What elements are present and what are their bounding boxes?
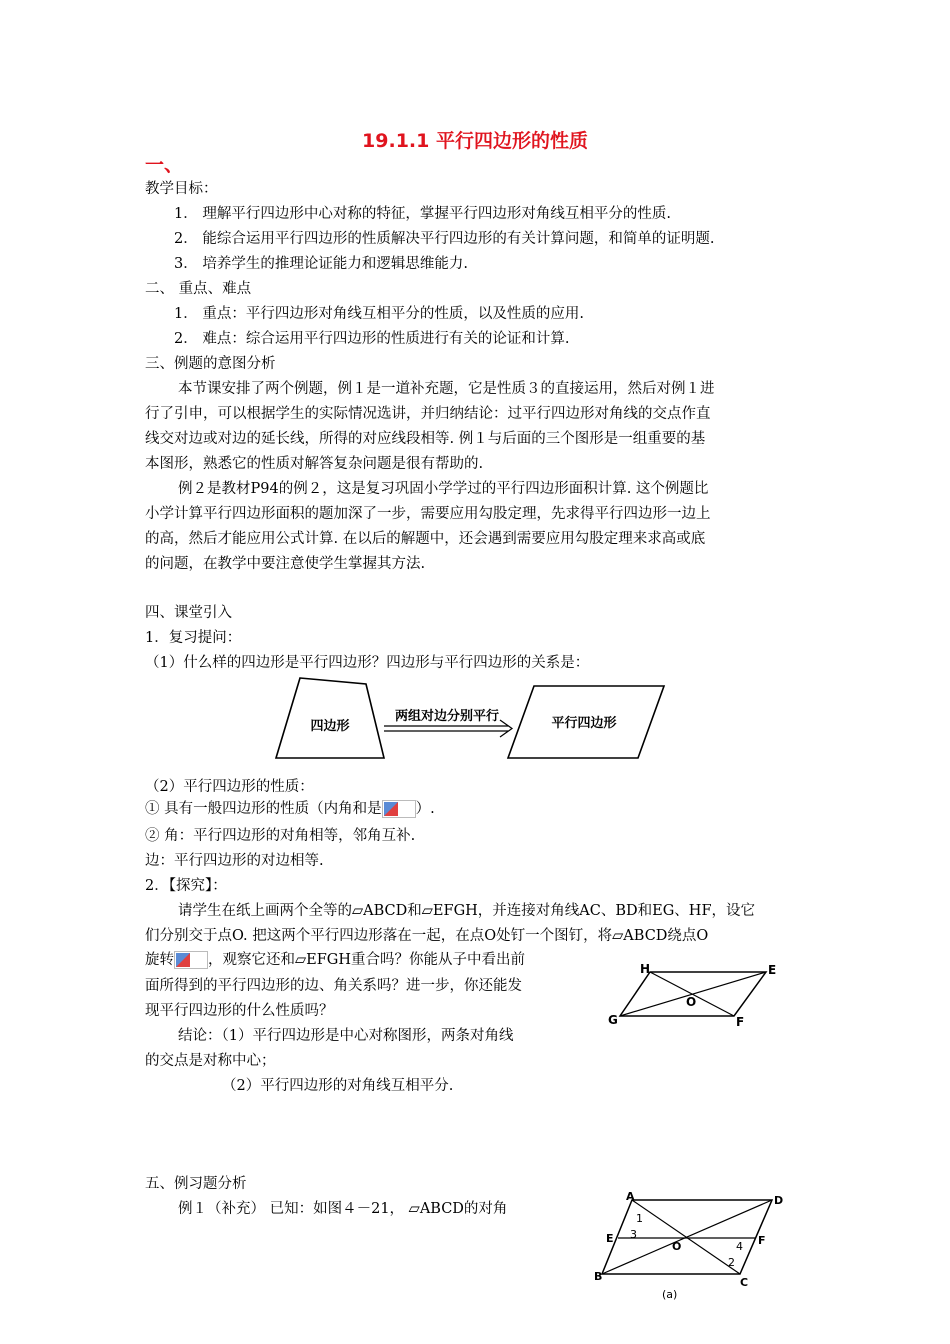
analysis-line: 的高，然后才能应用公式计算. 在以后的解题中，还会遇到需要应用勾股定理来求高或底 <box>145 531 706 547</box>
analysis-line: 小学计算平行四边形面积的题加深了一步，需要应用勾股定理，先求得平行四边形一边上 <box>145 506 711 522</box>
explore-text: ，观察它还和▱EFGH重合吗？你能从子中看出前 <box>208 952 526 968</box>
figure-caption: (a) <box>662 1288 678 1301</box>
keypoint-item: 1． 重点：平行四边形对角线互相平分的性质，以及性质的应用. <box>174 306 584 322</box>
section-heading-1: 一、 <box>145 154 184 176</box>
angle-1: 1 <box>636 1212 643 1225</box>
label-h: H <box>640 962 651 976</box>
analysis-line: 的问题，在教学中要注意使学生掌握其方法. <box>145 556 426 572</box>
keypoint-item: 2． 难点：综合运用平行四边形的性质进行有关的论证和计算. <box>174 331 570 347</box>
label-o: O <box>672 1240 682 1253</box>
angle-2: 2 <box>728 1256 735 1269</box>
label-c: C <box>740 1276 749 1289</box>
explore-line <box>145 950 525 970</box>
abcd-figure <box>590 1188 790 1304</box>
explore-text: 旋转 <box>145 952 174 968</box>
arrow-head-icon <box>500 720 512 737</box>
analysis-heading: 三、例题的意图分析 <box>145 356 276 372</box>
objectives-heading: 教学目标： <box>145 181 218 197</box>
label-o: O <box>686 995 697 1009</box>
review-question-1: （1）什么样的四边形是平行四边形？四边形与平行四边形的关系是： <box>145 655 590 671</box>
explore-line: 们分别交于点O. 把这两个平行四边形落在一起，在点O处钉一个图钉，将▱ABCD绕点O <box>145 928 709 944</box>
conclusion-line: 的交点是对称中心； <box>145 1053 276 1069</box>
examples-heading: 五、例习题分析 <box>145 1176 247 1192</box>
angle-4: 4 <box>736 1240 743 1253</box>
parallelogram-label: 平行四边形 <box>551 716 617 731</box>
arrow-label: 两组对边分别平行 <box>394 709 500 724</box>
broken-image-icon <box>382 800 416 818</box>
analysis-line: 线交对边或对边的延长线，所得的对应线段相等. 例１与后面的三个图形是一组重要的基 <box>145 431 706 447</box>
objective-item: 2． 能综合运用平行四边形的性质解决平行四边形的有关计算问题，和简单的证明题. <box>174 231 715 247</box>
property-1-text: ① 具有一般四边形的性质（内角和是 <box>145 801 382 817</box>
label-b: B <box>594 1270 603 1283</box>
page-title: 19.1.1 平行四边形的性质 <box>362 130 588 152</box>
explore-heading: 2．【探究】： <box>145 878 227 894</box>
analysis-line: 行了引申，可以根据学生的实际情况选讲，并归纳结论：过平行四边形对角线的交点作直 <box>145 406 711 422</box>
angle-3: 3 <box>630 1228 637 1241</box>
quadrilateral-diagram <box>272 672 668 764</box>
label-f: F <box>758 1234 766 1247</box>
property-2: ② 角：平行四边形的对角相等，邻角互补. <box>145 828 416 844</box>
intro-heading: 四、课堂引入 <box>145 605 232 621</box>
property-1-end: ）. <box>415 801 435 817</box>
label-f: F <box>736 1015 745 1029</box>
label-e: E <box>606 1232 614 1245</box>
explore-line: 现平行四边形的什么性质吗？ <box>145 1003 334 1019</box>
analysis-line: 本图形，熟悉它的性质对解答复杂问题是很有帮助的. <box>145 456 484 472</box>
keypoints-heading: 二、 重点、难点 <box>145 281 252 297</box>
efgh-figure <box>606 958 782 1030</box>
analysis-line: 本节课安排了两个例题，例１是一道补充题，它是性质３的直接运用，然后对例１进 <box>178 381 715 397</box>
broken-image-icon <box>174 951 208 969</box>
quadrilateral-label: 四边形 <box>310 719 350 734</box>
explore-line: 请学生在纸上画两个全等的▱ABCD和▱EFGH，并连接对角线AC、BD和EG、HF，设它 <box>178 903 756 919</box>
quadrilateral-shape <box>276 678 384 758</box>
objective-item: 1． 理解平行四边形中心对称的特征，掌握平行四边形对角线互相平分的性质. <box>174 206 671 222</box>
explore-line: 面所得到的平行四边形的边、角关系吗？进一步，你还能发 <box>145 978 522 994</box>
label-d: D <box>774 1194 784 1207</box>
conclusion-line: 结论：（1）平行四边形是中心对称图形，两条对角线 <box>178 1028 514 1044</box>
properties-heading: （2）平行四边形的性质： <box>145 779 314 795</box>
analysis-line: 例２是教材P94的例２，这是复习巩固小学学过的平行四边形面积计算. 这个例题比 <box>178 481 709 497</box>
conclusion-line: （2）平行四边形的对角线互相平分. <box>222 1078 454 1094</box>
label-a: A <box>626 1190 635 1203</box>
objective-item: 3． 培养学生的推理论证能力和逻辑思维能力. <box>174 256 468 272</box>
review-question: 1．复习提问： <box>145 630 242 646</box>
property-1 <box>145 799 435 819</box>
label-e: E <box>768 963 777 977</box>
property-3: 边：平行四边形的对边相等. <box>145 853 324 869</box>
label-g: G <box>608 1013 618 1027</box>
example-1: 例１（补充） 已知：如图４－21， ▱ABCD的对角 <box>178 1201 508 1217</box>
